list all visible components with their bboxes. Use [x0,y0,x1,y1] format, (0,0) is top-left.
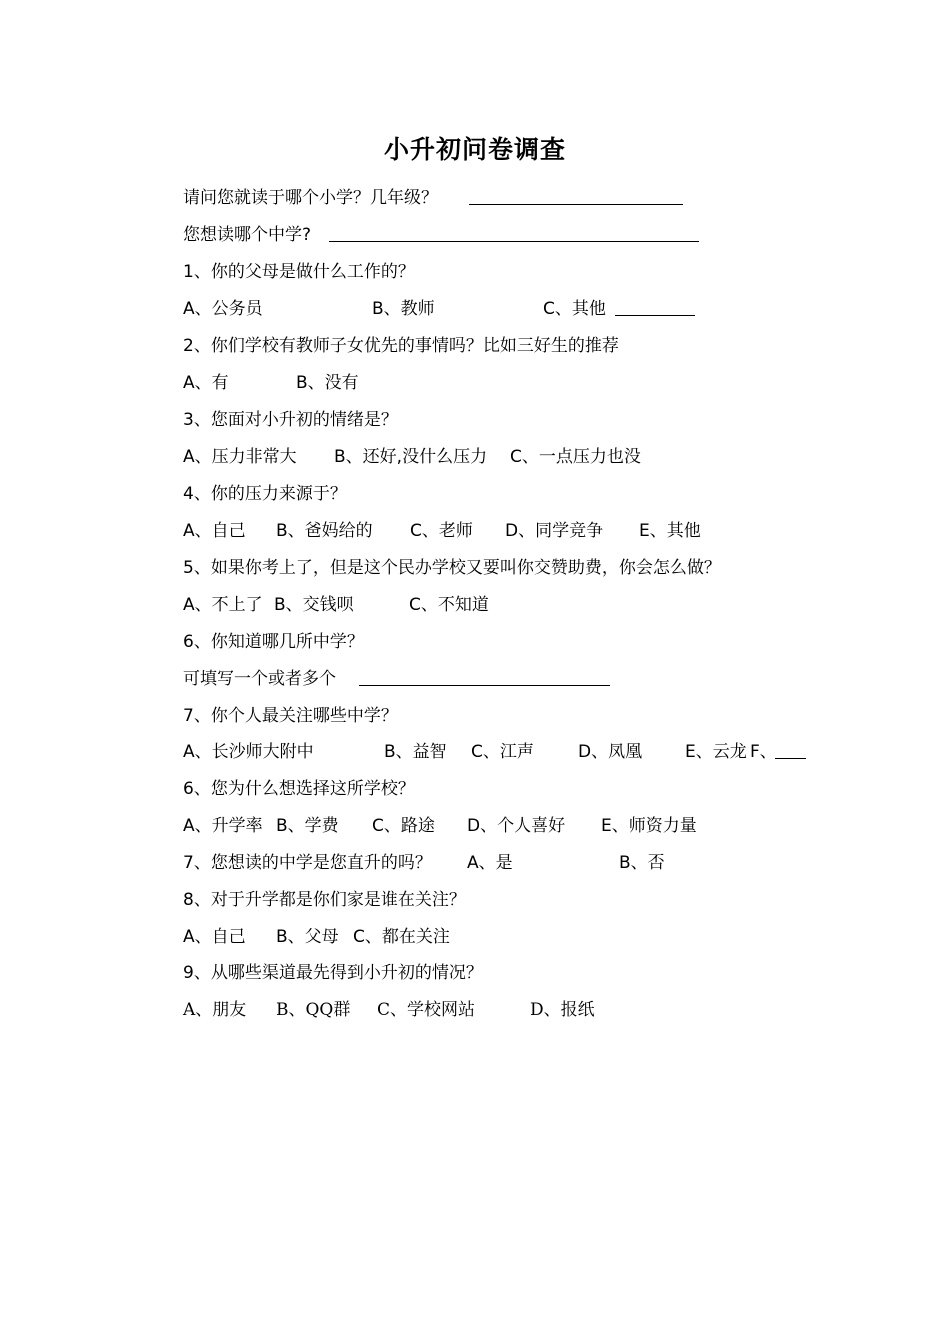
q8-option-a[interactable]: A、自己 [183,927,246,947]
q9-option-c[interactable]: C、学校网站 [377,1000,476,1020]
q4-option-e[interactable]: E、其他 [639,521,701,541]
question-6b-text: 6、您为什么想选择这所学校？ [183,779,415,799]
q6b-option-b[interactable]: B、学费 [276,816,339,836]
question-5-text: 5、如果你考上了，但是这个民办学校又要叫你交赞助费，你会怎么做？ [183,558,721,578]
q1-option-c[interactable]: C、其他 [543,299,606,319]
q7-option-c[interactable]: C、江声 [471,742,534,762]
q7-option-a[interactable]: A、长沙师大附中 [183,742,314,762]
question-4-text: 4、你的压力来源于？ [183,484,347,504]
middle-school-question: 您想读哪个中学? [183,225,312,245]
question-3-text: 3、您面对小升初的情绪是？ [183,410,398,430]
school-grade-blank[interactable] [469,204,683,205]
middle-school-blank[interactable] [329,241,699,242]
q7b-option-b[interactable]: B、否 [619,853,665,873]
q9-option-a[interactable]: A、朋友 [183,1000,247,1020]
q2-option-a[interactable]: A、有 [183,373,229,393]
school-question: 请问您就读于哪个小学？几年级？ [183,188,438,208]
q6-fill-blank[interactable] [359,685,610,686]
q7-option-f[interactable]: F、 [750,742,777,762]
q7-option-d[interactable]: D、凤凰 [578,742,643,762]
q5-option-c[interactable]: C、不知道 [409,595,489,615]
q9-option-b[interactable]: B、QQ群 [276,1000,351,1020]
q7-option-e[interactable]: E、云龙 [685,742,747,762]
question-2-text: 2、你们学校有教师子女优先的事情吗？比如三好生的推荐 [183,336,619,356]
question-6-text: 6、你知道哪几所中学？ [183,632,364,652]
q1-option-b[interactable]: B、教师 [372,299,435,319]
q3-option-b[interactable]: B、还好,没什么压力 [334,447,488,467]
question-7b-text: 7、您想读的中学是您直升的吗？ [183,853,432,873]
question-7-text: 7、你个人最关注哪些中学？ [183,706,398,726]
q1-option-a[interactable]: A、公务员 [183,299,263,319]
question-9-text: 9、从哪些渠道最先得到小升初的情况？ [183,963,483,983]
q7-other-blank[interactable] [775,758,806,759]
page-title: 小升初问卷调查 [383,135,566,164]
q5-option-b[interactable]: B、交钱呗 [274,595,354,615]
q1-other-blank[interactable] [615,315,695,316]
q7-option-b[interactable]: B、益智 [384,742,447,762]
q5-option-a[interactable]: A、不上了 [183,595,263,615]
q8-option-c[interactable]: C、都在关注 [353,927,450,947]
q3-option-a[interactable]: A、压力非常大 [183,447,297,467]
q3-option-c[interactable]: C、一点压力也没 [510,447,641,467]
q6b-option-e[interactable]: E、师资力量 [601,816,697,836]
q4-option-c[interactable]: C、老师 [410,521,473,541]
q6b-option-d[interactable]: D、个人喜好 [467,816,566,836]
question-8-text: 8、对于升学都是你们家是谁在关注？ [183,890,466,910]
q2-option-b[interactable]: B、没有 [296,373,359,393]
q4-option-d[interactable]: D、同学竞争 [505,521,604,541]
q7b-option-a[interactable]: A、是 [467,853,513,873]
q6b-option-c[interactable]: C、路途 [372,816,435,836]
q4-option-b[interactable]: B、爸妈给的 [276,521,373,541]
q6b-option-a[interactable]: A、升学率 [183,816,263,836]
question-1-text: 1、你的父母是做什么工作的？ [183,262,415,282]
q8-option-b[interactable]: B、父母 [276,927,339,947]
q9-option-d[interactable]: D、报纸 [530,1000,595,1020]
q6-fill-label: 可填写一个或者多个 [183,669,336,689]
q4-option-a[interactable]: A、自己 [183,521,246,541]
